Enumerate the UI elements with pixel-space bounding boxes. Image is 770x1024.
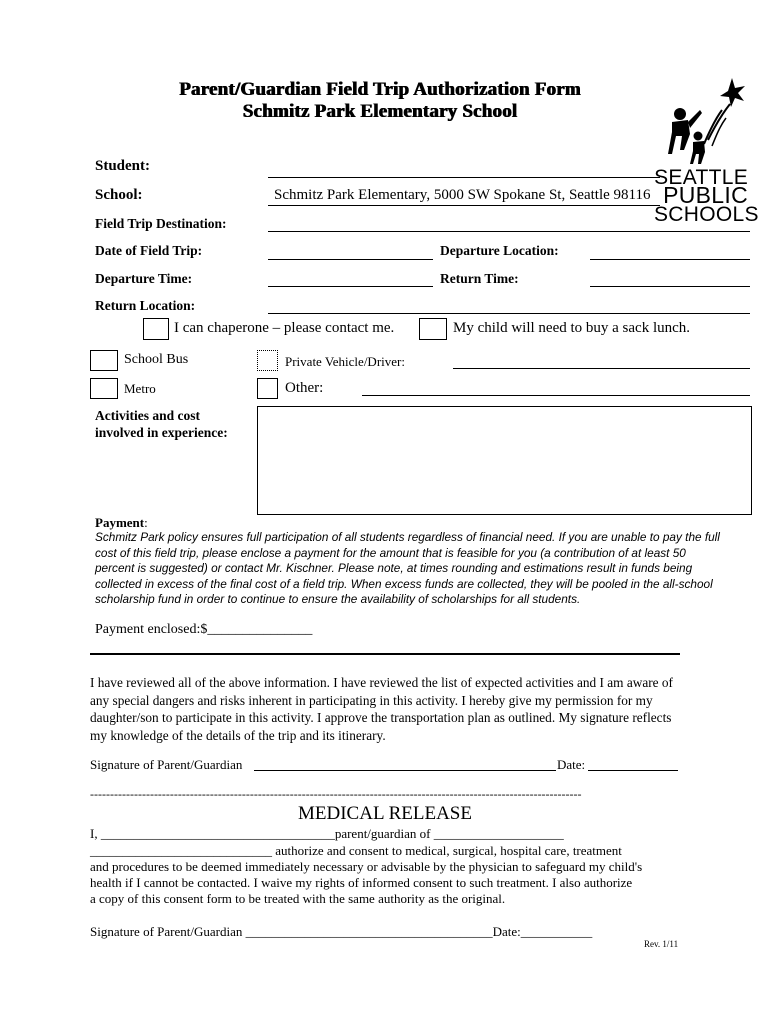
other-field[interactable] bbox=[362, 395, 750, 396]
consent-text: I have reviewed all of the above information. I have reviewed the list of expected activities and I am aware of any special dangers and risks inherent in participating in this activity. I hereby give my permission for my daughter/son to participate in this activity. I approve the transportation plan as outlined. My signature reflects my knowledge of the details of the trip and its itinerary. bbox=[90, 675, 673, 743]
school-title: Schmitz Park Elementary School bbox=[242, 101, 518, 122]
student-field[interactable] bbox=[268, 177, 660, 178]
return-time-label: Return Time: bbox=[440, 271, 519, 286]
return-time-field[interactable] bbox=[590, 286, 750, 287]
medical-signature[interactable]: Signature of Parent/Guardian ______________________________________Date:___________ bbox=[90, 924, 593, 939]
payment-label: Payment bbox=[95, 515, 145, 530]
revision-label: Rev. 1/11 bbox=[644, 939, 679, 949]
student-label: Student: bbox=[95, 158, 151, 174]
activities-label-line2: involved in experience: bbox=[95, 425, 228, 440]
school-label: School: bbox=[95, 187, 143, 203]
seattle-schools-logo-icon bbox=[660, 74, 752, 166]
payment-policy: Schmitz Park policy ensures full participation of all students regardless of financial need. If you are unable to pay the full cost of this field trip, please enclose a payment for the amount that is feasible for you (a contribution of at least 50 percent is suggested) or contact Mr. Kischner. Please note, at times rounding and estimations result in funds being collected in excess of the final cost of a field trip. When excess funds are collected, they will be pooled in the all-school scholarship fund in order to continue to ensure the availability of scholarships for all students. bbox=[95, 530, 720, 606]
medical-line2[interactable]: ____________________________ authorize and consent to medical, surgical, hospital care, treatment bbox=[90, 843, 622, 858]
medical-line1[interactable]: I, ____________________________________parent/guardian of ____________________ bbox=[90, 826, 564, 841]
date-label-consent: Date: bbox=[557, 757, 586, 772]
payment-heading bbox=[95, 515, 148, 531]
activities-label-line1: Activities and cost bbox=[95, 408, 200, 423]
cut-line: --------------------------------------------------------------------------------------------------------------------------- bbox=[90, 787, 582, 801]
school-value: Schmitz Park Elementary, 5000 SW Spokane St, Seattle 98116 bbox=[274, 187, 651, 203]
consent-date-field[interactable] bbox=[588, 770, 678, 771]
medical-line5: a copy of this consent form to be treated with the same authority as the original. bbox=[90, 891, 506, 906]
school-field[interactable] bbox=[268, 205, 660, 206]
logo-seattle: SEATTLE bbox=[654, 166, 748, 189]
return-location-field[interactable] bbox=[268, 313, 750, 314]
date-label: Date of Field Trip: bbox=[95, 243, 203, 258]
private-vehicle-checkbox[interactable] bbox=[257, 350, 278, 371]
departure-location-label: Departure Location: bbox=[440, 243, 559, 258]
departure-time-label: Departure Time: bbox=[95, 271, 193, 286]
return-location-label: Return Location: bbox=[95, 298, 196, 313]
divider-line bbox=[90, 653, 680, 655]
metro-checkbox[interactable] bbox=[90, 378, 118, 399]
chaperone-checkbox[interactable] bbox=[143, 318, 169, 340]
payment-colon: : bbox=[144, 515, 148, 530]
signature-label: Signature of Parent/Guardian bbox=[90, 757, 243, 772]
departure-time-field[interactable] bbox=[268, 286, 433, 287]
private-vehicle-field[interactable] bbox=[453, 368, 750, 369]
signature-field[interactable] bbox=[254, 770, 556, 771]
destination-label: Field Trip Destination: bbox=[95, 216, 227, 231]
sack-lunch-label: My child will need to buy a sack lunch. bbox=[453, 320, 691, 336]
destination-field[interactable] bbox=[268, 231, 750, 232]
medical-release-title: MEDICAL RELEASE bbox=[298, 803, 472, 824]
activities-textarea[interactable] bbox=[257, 406, 752, 515]
metro-label: Metro bbox=[124, 381, 156, 396]
payment-enclosed[interactable]: Payment enclosed:$_______________ bbox=[95, 622, 313, 637]
other-label: Other: bbox=[285, 380, 324, 396]
other-checkbox[interactable] bbox=[257, 378, 278, 399]
form-title: Parent/Guardian Field Trip Authorization Form bbox=[179, 79, 581, 100]
activities-label bbox=[95, 407, 228, 441]
private-vehicle-label: Private Vehicle/Driver: bbox=[285, 354, 405, 369]
logo-schools: SCHOOLS bbox=[654, 203, 759, 226]
medical-line3: and procedures to be deemed immediately necessary or advisable by the physician to safeguard my child's bbox=[90, 859, 643, 874]
chaperone-label: I can chaperone – please contact me. bbox=[174, 320, 395, 336]
logo-public: PUBLIC bbox=[663, 182, 748, 208]
medical-line4: health if I cannot be contacted. I waive my rights of informed consent to such treatment. I also authorize bbox=[90, 875, 633, 890]
school-bus-label: School Bus bbox=[124, 352, 189, 367]
school-bus-checkbox[interactable] bbox=[90, 350, 118, 371]
date-field[interactable] bbox=[268, 259, 433, 260]
sack-lunch-checkbox[interactable] bbox=[419, 318, 447, 340]
departure-location-field[interactable] bbox=[590, 259, 750, 260]
